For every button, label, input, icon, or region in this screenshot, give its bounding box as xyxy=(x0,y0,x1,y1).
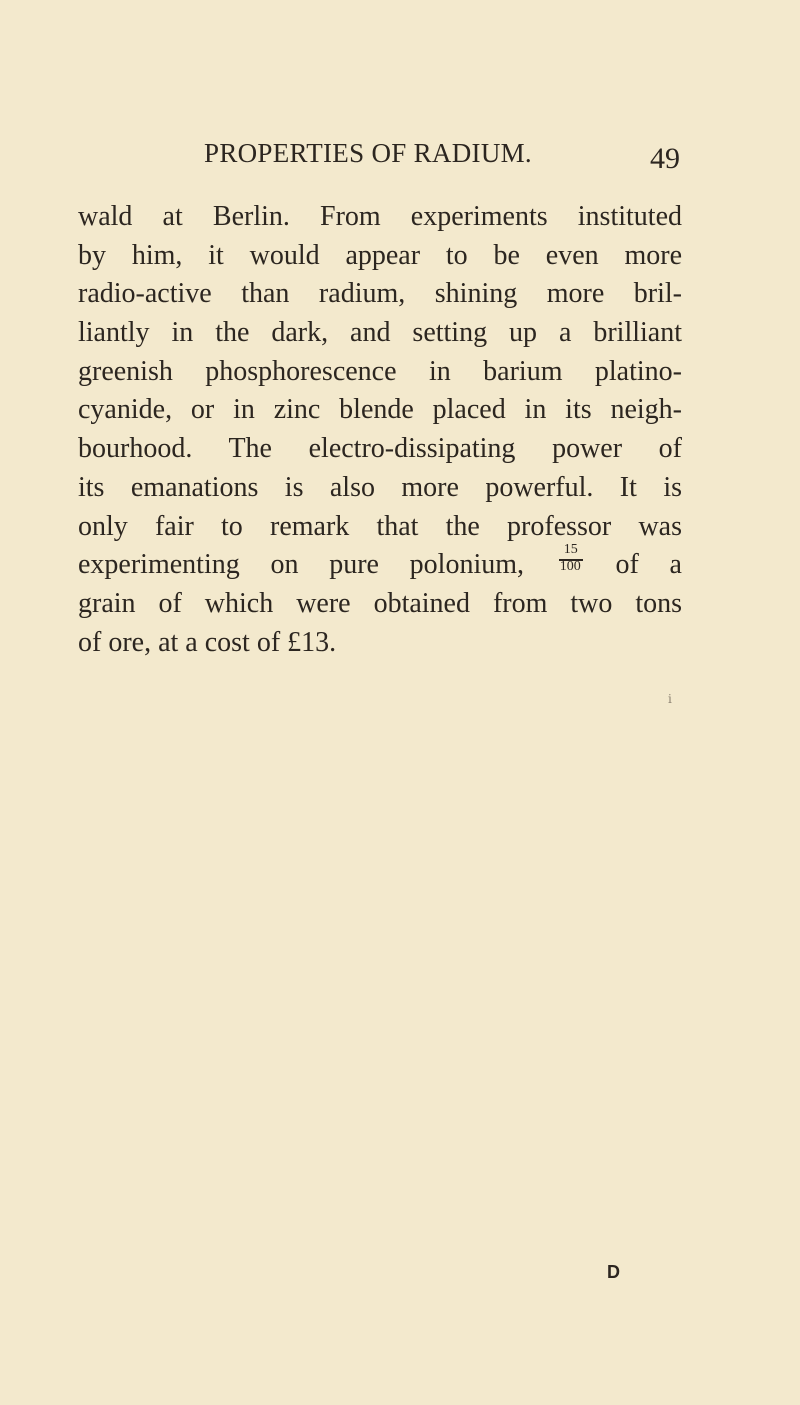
text-line: cyanide, or in zinc blende placed in its neigh- xyxy=(78,394,682,426)
text-line: greenish phosphorescence in barium platino- xyxy=(78,355,682,387)
text-line-last: of ore, at a cost of £13. xyxy=(78,626,337,658)
text-line: radio-active than radium, shining more bril- xyxy=(78,278,682,310)
page-header xyxy=(0,138,800,184)
fraction xyxy=(559,542,585,577)
text-line: its emanations is also more powerful. It is xyxy=(78,471,682,503)
running-head: PROPERTIES OF RADIUM. xyxy=(204,138,532,168)
text-line: wald at Berlin. From experiments instituted xyxy=(78,201,682,232)
text-line-with-fraction xyxy=(78,542,682,585)
text-fragment: experimenting on pure polonium, xyxy=(78,549,525,581)
fraction-numerator: 15 xyxy=(563,542,578,558)
text-line: by him, it would appear to be even more xyxy=(78,239,682,271)
page-number: 49 xyxy=(650,142,680,175)
body-text xyxy=(78,198,682,662)
text-line: only fair to remark that the professor was xyxy=(78,510,682,542)
stray-ink-mark: ⅰ xyxy=(668,692,672,706)
fraction-denominator: 100 xyxy=(559,559,581,575)
text-line: bourhood. The electro-dissipating power of xyxy=(78,433,682,465)
text-fragment: of a xyxy=(615,549,682,581)
signature-mark: D xyxy=(607,1262,620,1282)
text-line: grain of which were obtained from two tons xyxy=(78,587,682,619)
text-line: liantly in the dark, and setting up a brilliant xyxy=(78,317,682,349)
